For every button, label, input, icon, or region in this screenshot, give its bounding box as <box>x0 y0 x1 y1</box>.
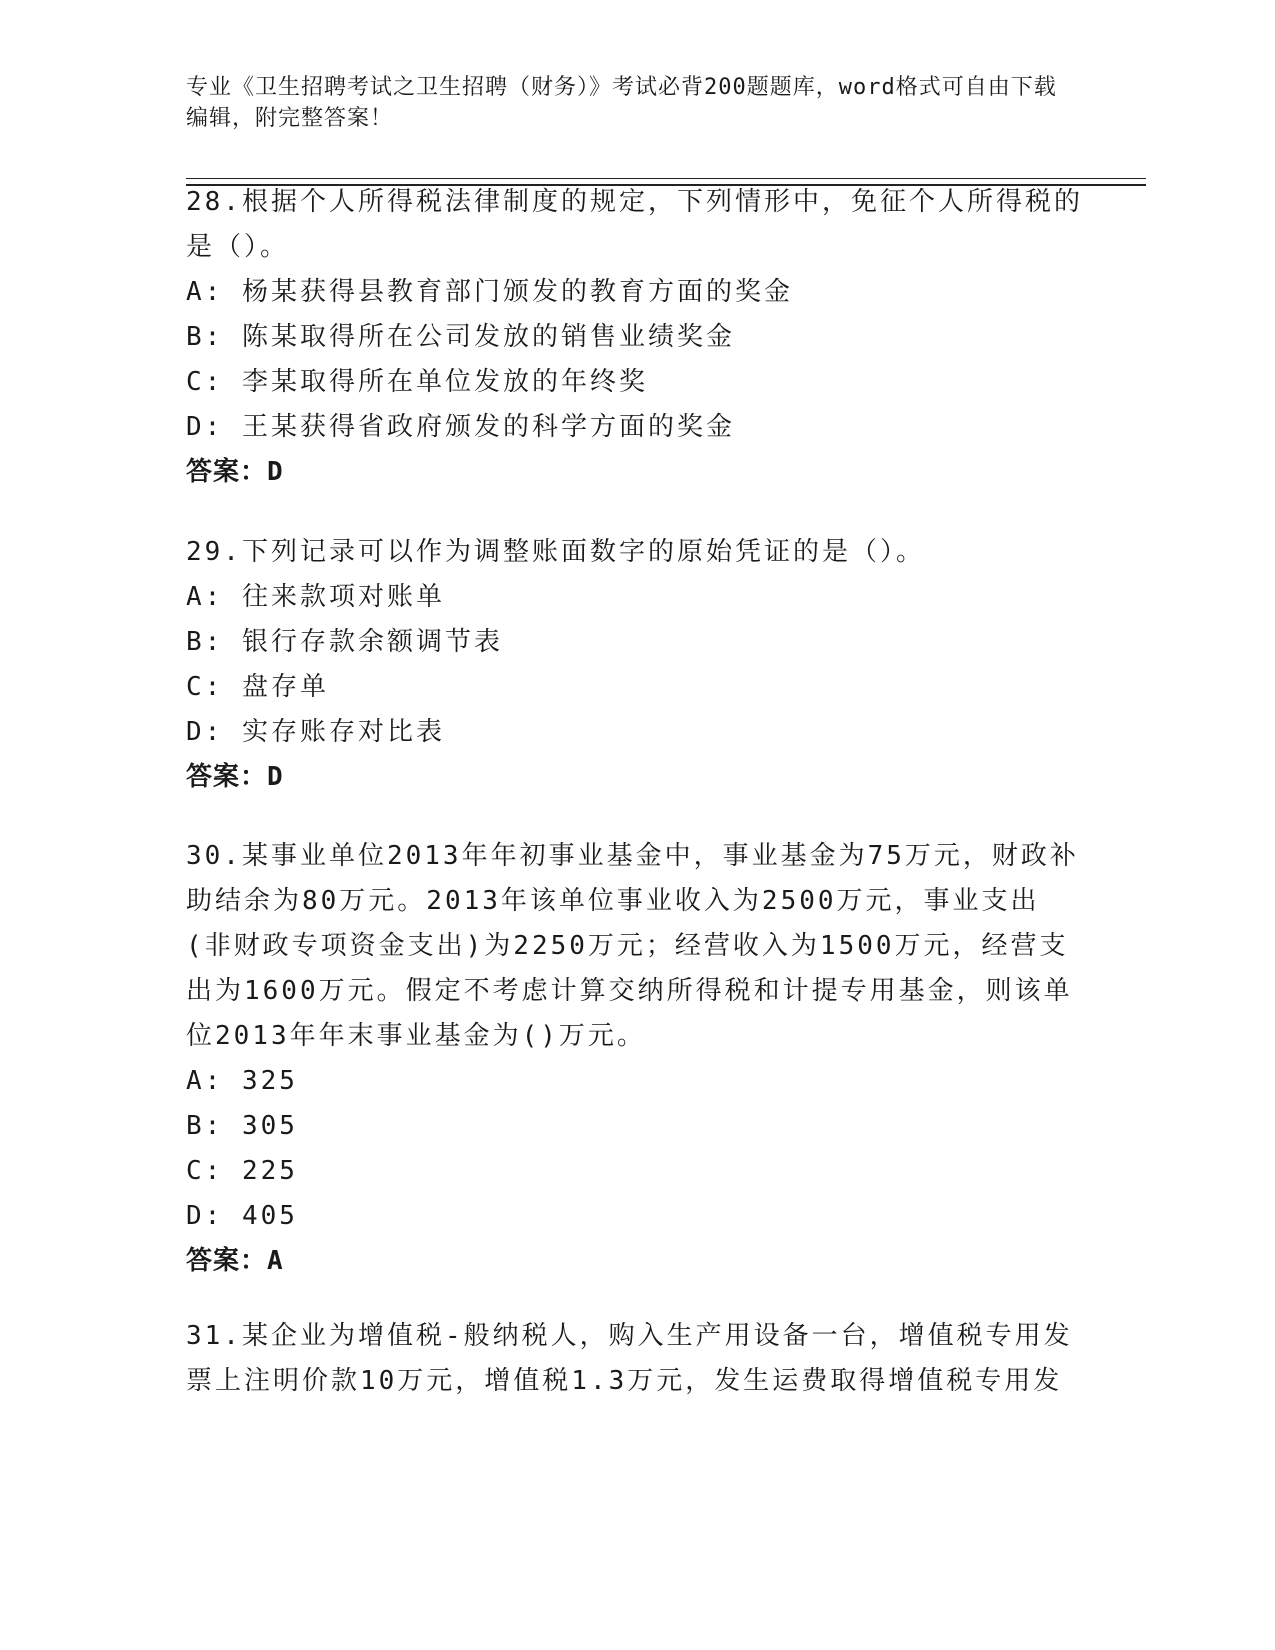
answer-line <box>186 755 1086 800</box>
question-31 <box>186 1314 1086 1404</box>
question-stem: 28.根据个人所得税法律制度的规定，下列情形中，免征个人所得税的是（）。 <box>186 187 1083 262</box>
answer-label: 答案： <box>186 1246 268 1276</box>
option-b: B: 银行存款余额调节表 <box>186 627 503 657</box>
answer-label: 答案： <box>186 457 268 487</box>
answer-value: D <box>267 762 284 792</box>
question-29 <box>186 530 1086 800</box>
document-header: 专业《卫生招聘考试之卫生招聘（财务）》考试必背200题题库，word格式可自由下载编辑，附完整答案！ <box>186 75 1057 131</box>
option-c: C: 盘存单 <box>186 672 329 702</box>
option-d: D: 实存账存对比表 <box>186 717 445 747</box>
option-b: B: 陈某取得所在公司发放的销售业绩奖金 <box>186 322 735 352</box>
answer-line <box>186 1239 1086 1284</box>
question-30 <box>186 834 1086 1284</box>
question-28 <box>186 180 1086 495</box>
option-a: A: 往来款项对账单 <box>186 582 445 612</box>
question-stem: 29.下列记录可以作为调整账面数字的原始凭证的是（）。 <box>186 537 925 567</box>
answer-value: A <box>267 1246 284 1276</box>
answer-label: 答案： <box>186 762 268 792</box>
option-d: D: 王某获得省政府颁发的科学方面的奖金 <box>186 412 735 442</box>
option-a: A: 杨某获得县教育部门颁发的教育方面的奖金 <box>186 277 793 307</box>
option-d: D: 405 <box>186 1201 298 1231</box>
answer-value: D <box>267 457 284 487</box>
answer-line <box>186 450 1086 495</box>
option-c: C: 225 <box>186 1156 298 1186</box>
question-stem: 31.某企业为增值税-般纳税人，购入生产用设备一台，增值税专用发票上注明价款10万元，增值税1.3万元，发生运费取得增值税专用发 <box>186 1321 1073 1396</box>
option-a: A: 325 <box>186 1066 298 1096</box>
question-stem: 30.某事业单位2013年年初事业基金中，事业基金为75万元，财政补助结余为80万元。2013年该单位事业收入为2500万元，事业支出(非财政专项资金支出)为2250万元；经营收入为1500万元，经营支出为1600万元。假定不考虑计算交纳所得税和计提专用基金，则该单位2013年年末事业基金为()万元。 <box>186 841 1079 1051</box>
option-b: B: 305 <box>186 1111 298 1141</box>
option-c: C: 李某取得所在单位发放的年终奖 <box>186 367 648 397</box>
